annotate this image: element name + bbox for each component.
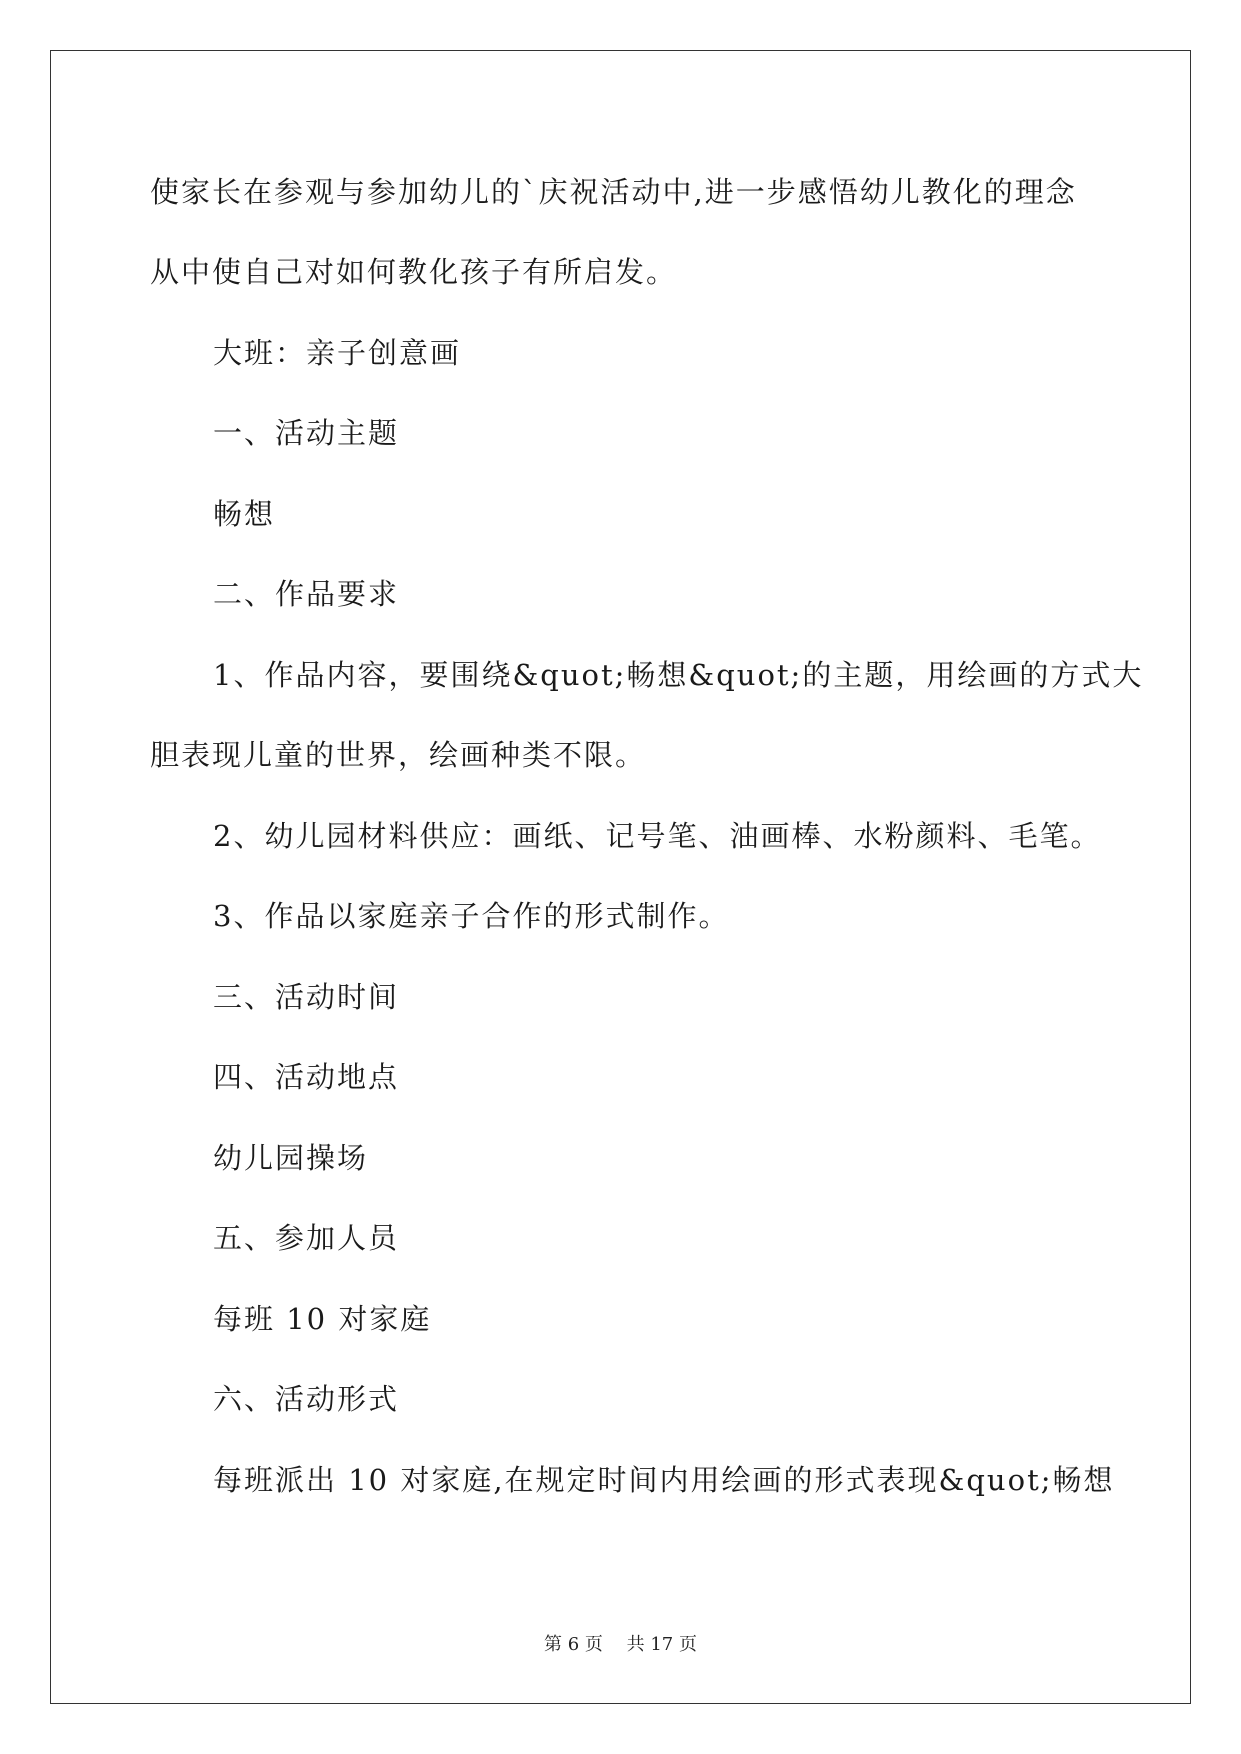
paragraph-line: 2、幼儿园材料供应：画纸、记号笔、油画棒、水粉颜料、毛笔。 (213, 819, 1102, 853)
paragraph-line: 3、作品以家庭亲子合作的形式制作。 (213, 899, 730, 933)
page-border (50, 50, 1191, 1704)
section-heading: 五、参加人员 (213, 1221, 400, 1255)
paragraph-line: 从中使自己对如何教化孩子有所启发。 (150, 255, 678, 289)
paragraph-line: 幼儿园操场 (213, 1141, 369, 1175)
paragraph-line: 胆表现儿童的世界，绘画种类不限。 (150, 738, 647, 772)
paragraph-line: 畅想 (213, 497, 276, 531)
section-heading: 四、活动地点 (213, 1060, 400, 1094)
paragraph-line: 使家长在参观与参加幼儿的`庆祝活动中,进一步感悟幼儿教化的理念 (150, 175, 1077, 209)
paragraph-line: 1、作品内容，要围绕&quot;畅想&quot;的主题，用绘画的方式大 (213, 658, 1144, 692)
page-number-footer: 第 6 页 共 17 页 (544, 1634, 697, 1655)
section-heading: 六、活动形式 (213, 1382, 400, 1416)
section-heading: 大班：亲子创意画 (213, 336, 462, 370)
section-heading: 二、作品要求 (213, 577, 400, 611)
paragraph-line: 每班 10 对家庭 (213, 1302, 432, 1336)
section-heading: 一、活动主题 (213, 416, 400, 450)
section-heading: 三、活动时间 (213, 980, 400, 1014)
paragraph-line: 每班派出 10 对家庭,在规定时间内用绘画的形式表现&quot;畅想 (213, 1463, 1115, 1497)
